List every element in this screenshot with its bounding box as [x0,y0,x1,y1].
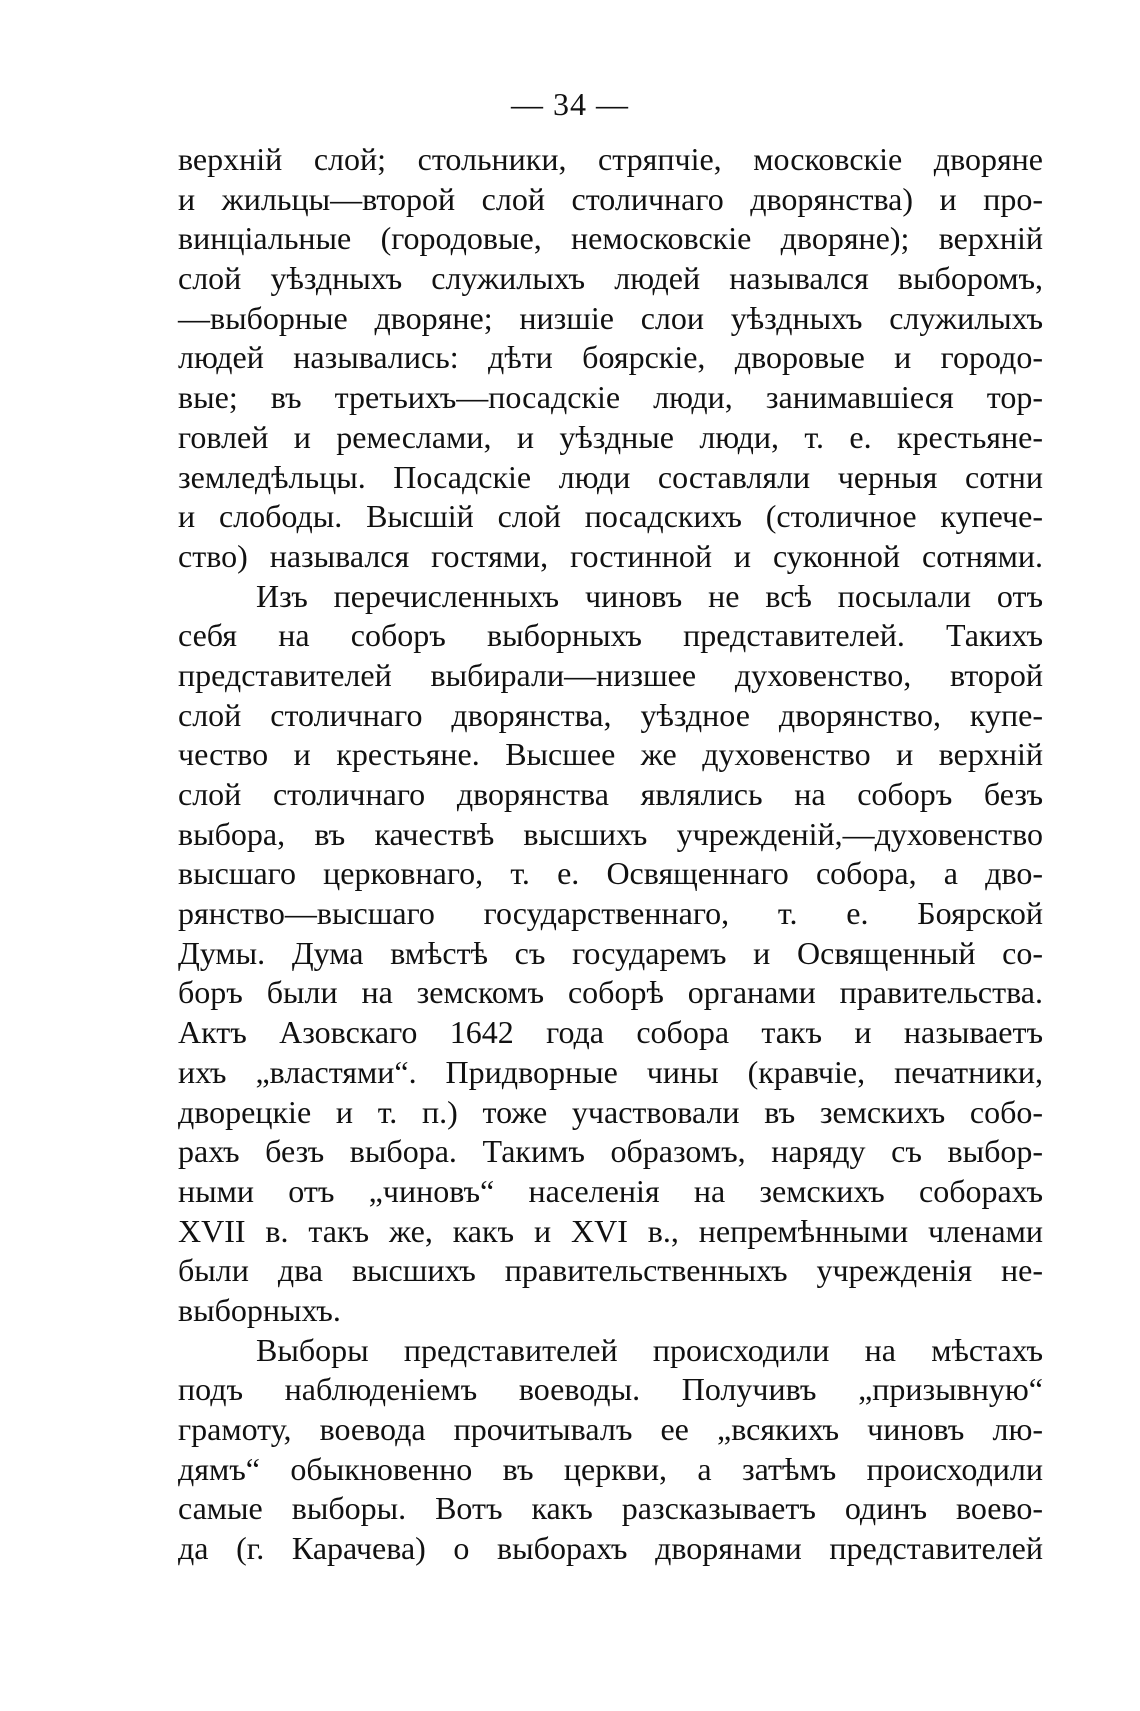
text-line: ихъ „властями“. Придворные чины (кравчiе, печатники, [178,1053,1043,1090]
text-line: Актъ Азовскаго 1642 года собора такъ и называетъ [178,1014,1043,1051]
text-line: представителей выбирали—низшее духовенство, второй [178,656,1043,693]
text-line: ство) назывался гостями, гостинной и суконной сотнями. [178,537,1043,574]
text-line: слой столичнаго дворянства, уѣздное дворянство, купе- [178,696,1043,733]
text-line: рянство—высшаго государственнаго, т. е. Боярской [178,895,1043,932]
text-line: рахъ безъ выбора. Такимъ образомъ, наряду съ выбор- [178,1133,1043,1170]
text-line: грамоту, воевода прочитывалъ ее „всякихъ чиновъ лю- [178,1411,1043,1447]
text-line: говлей и ремеслами, и уѣздные люди, т. е. крестьяне- [178,418,1043,455]
text-line: высшаго церковнаго, т. е. Освященнаго собора, а дво- [178,855,1043,892]
text-line: земледѣльцы. Посадскiе люди составляли черныя сотни [178,458,1043,495]
text-line: себя на соборъ выборныхъ представителей. Такихъ [178,617,1043,654]
text-line: выбора, въ качествѣ высшихъ учрежденiй,—духовенство [178,815,1043,852]
text-line: слой уѣздныхъ служилыхъ людей назывался выборомъ, [178,260,1043,297]
text-line: самые выборы. Вотъ какъ разсказываетъ одинъ воево- [178,1490,1043,1527]
text-line: Думы. Дума вмѣстѣ съ государемъ и Освященный со- [178,934,1043,971]
text-line: выборныхъ. [178,1291,341,1328]
text-line: и жильцы—второй слой столичнаго дворянства) и про- [178,180,1043,217]
text-line: XVII в. такъ же, какъ и XVI в., непремѣнными членами [178,1212,1043,1249]
text-line: были два высшихъ правительственныхъ учрежденiя не- [178,1252,1043,1289]
text-line: вые; въ третьихъ—посадскiе люди, занимавшiеся тор- [178,379,1043,416]
text-line: людей назывались: дѣти боярскiе, дворовые и городо- [178,339,1043,376]
text-line: да (г. Карачева) о выборахъ дворянами представителей [178,1530,1043,1567]
paragraph-1 [178,140,1043,577]
text-line: винцiальные (городовые, немосковскiе дворяне); верхнiй [178,220,1043,257]
paragraph-2 [178,577,1043,1331]
text-line: Изъ перечисленныхъ чиновъ не всѣ посылали отъ [256,577,1043,614]
text-line: и слободы. Высшiй слой посадскихъ (столичное купече- [178,498,1043,535]
text-line: боръ были на земскомъ соборѣ органами правительства. [178,974,1043,1011]
text-line: чество и крестьяне. Высшее же духовенство и верхнiй [178,736,1043,773]
text-line: —выборные дворяне; низшiе слои уѣздныхъ служилыхъ [178,299,1043,336]
text-line: дямъ“ обыкновенно въ церкви, а затѣмъ происходили [178,1450,1043,1487]
text-line: подъ наблюденiемъ воеводы. Получивъ „призывную“ [178,1371,1043,1408]
text-line: дворецкiе и т. п.) тоже участвовали въ земскихъ собо- [178,1093,1043,1130]
page-number: — 34 — [511,86,629,122]
text-line: верхнiй слой; стольники, стряпчiе, московскiе дворяне [178,141,1043,177]
text-line: Выборы представителей происходили на мѣстахъ [256,1331,1043,1368]
body-text [178,140,1043,1569]
text-line: слой столичнаго дворянства являлись на соборъ безъ [178,776,1043,812]
paragraph-3 [178,1331,1043,1569]
text-line: ными отъ „чиновъ“ населенiя на земскихъ соборахъ [178,1172,1043,1209]
